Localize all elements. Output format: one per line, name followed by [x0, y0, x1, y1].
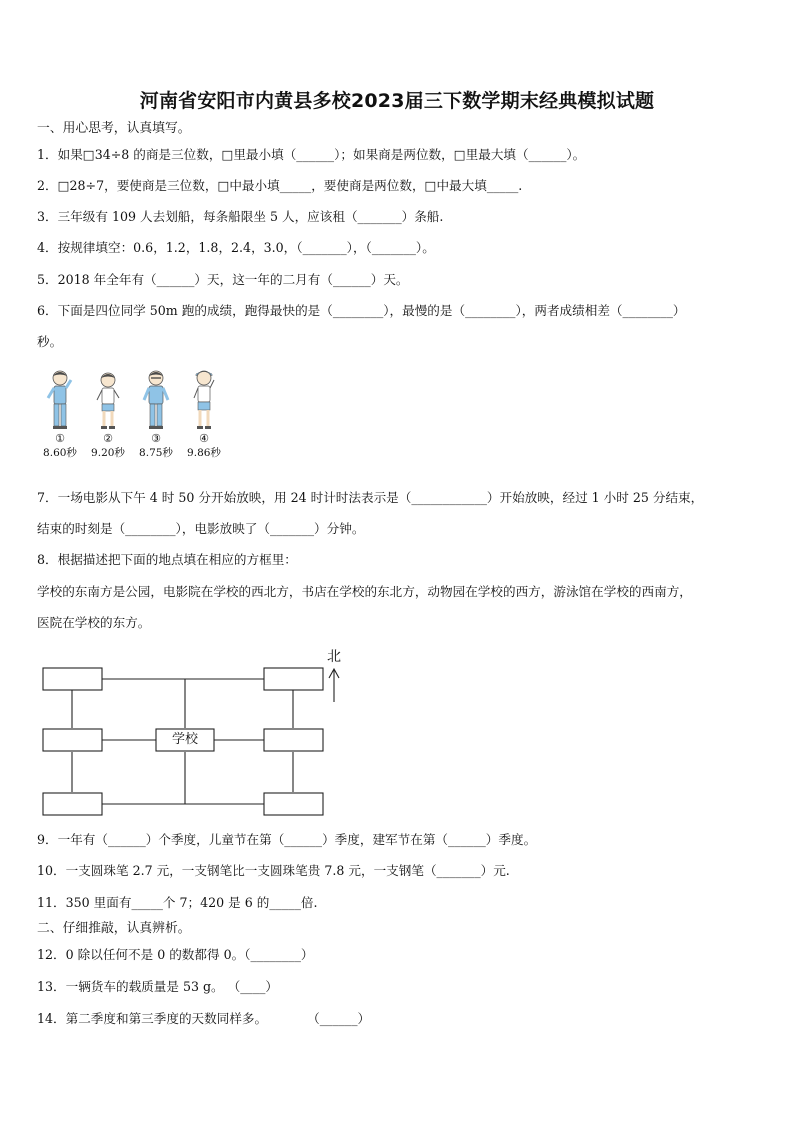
question-10: 10．一支圆珠笔 2.7 元，一支钢笔比一支圆珠笔贵 7.8 元，一支钢笔（_______）元.: [37, 863, 510, 878]
question-2: 2．□28÷7，要使商是三位数，□中最小填_____，要使商是两位数，□中最大填_____.: [37, 178, 523, 193]
question-6-line-1: 6．下面是四位同学 50m 跑的成绩，跑得最快的是（________），最慢的是（________），两者成绩相差（________）: [37, 303, 686, 318]
runners-figure: [36, 368, 236, 468]
runner-2-illustration: [93, 368, 123, 432]
question-4: 4．按规律填空：0.6，1.2，1.8，2.4，3.0，（_______），（_______）。: [37, 240, 435, 255]
runner-1-time: 8.60秒: [43, 447, 77, 459]
direction-map: [36, 640, 356, 820]
question-5: 5．2018 年全年有（______）天，这一年的二月有（______）天。: [37, 272, 409, 287]
runner-1-illustration: [45, 368, 75, 432]
runner-3-illustration: [141, 368, 171, 432]
question-1: 1．如果□34÷8 的商是三位数，□里最小填（______）；如果商是两位数，□里最大填（______）。: [37, 147, 586, 162]
question-8: 8．根据描述把下面的地点填在相应的方框里：: [37, 552, 297, 567]
runner-1-number: ①: [55, 432, 65, 445]
question-11: 11．350 里面有_____个 7；420 是 6 的_____倍.: [37, 895, 318, 910]
runner-2: [88, 368, 128, 459]
section-heading-2: 二、仔细推敲，认真辨析。: [37, 921, 191, 936]
section-heading-1: 一、用心思考，认真填写。: [37, 121, 191, 136]
question-7-line-2: 结束的时刻是（________），电影放映了（_______）分钟。: [37, 521, 365, 536]
question-3: 3．三年级有 109 人去划船，每条船限坐 5 人，应该租（_______）条船.: [37, 209, 444, 224]
question-14: 14．第二季度和第三季度的天数同样多。 （______）: [37, 1011, 371, 1026]
north-label: 北: [327, 649, 341, 665]
question-8-description-2: 医院在学校的东方。: [37, 615, 151, 630]
question-9: 9．一年有（______）个季度，儿童节在第（______）季度，建军节在第（______）季度。: [37, 832, 537, 847]
runner-3: [136, 368, 176, 459]
question-12: 12．0 除以任何不是 0 的数都得 0。（________）: [37, 947, 314, 962]
runner-4: [184, 368, 224, 459]
runner-3-number: ③: [151, 432, 161, 445]
runner-4-time: 9.86秒: [187, 447, 221, 459]
question-13: 13．一辆货车的载质量是 53 g。 （____）: [37, 979, 279, 994]
page-title: 河南省安阳市内黄县多校2023届三下数学期末经典模拟试题: [139, 90, 655, 112]
question-7-line-1: 7．一场电影从下午 4 时 50 分开始放映，用 24 时计时法表示是（____________）开始放映，经过 1 小时 25 分结束，: [37, 490, 704, 505]
school-label: 学校: [171, 732, 198, 747]
runner-4-illustration: [189, 368, 219, 432]
runner-2-time: 9.20秒: [91, 447, 125, 459]
question-8-description-1: 学校的东南方是公园，电影院在学校的西北方，书店在学校的东北方，动物园在学校的西方，游泳馆在学校的西南方，: [37, 584, 692, 599]
runner-4-number: ④: [199, 432, 209, 445]
question-6-line-2: 秒。: [37, 334, 63, 349]
runner-1: [40, 368, 80, 459]
runner-2-number: ②: [103, 432, 113, 445]
runner-3-time: 8.75秒: [139, 447, 173, 459]
